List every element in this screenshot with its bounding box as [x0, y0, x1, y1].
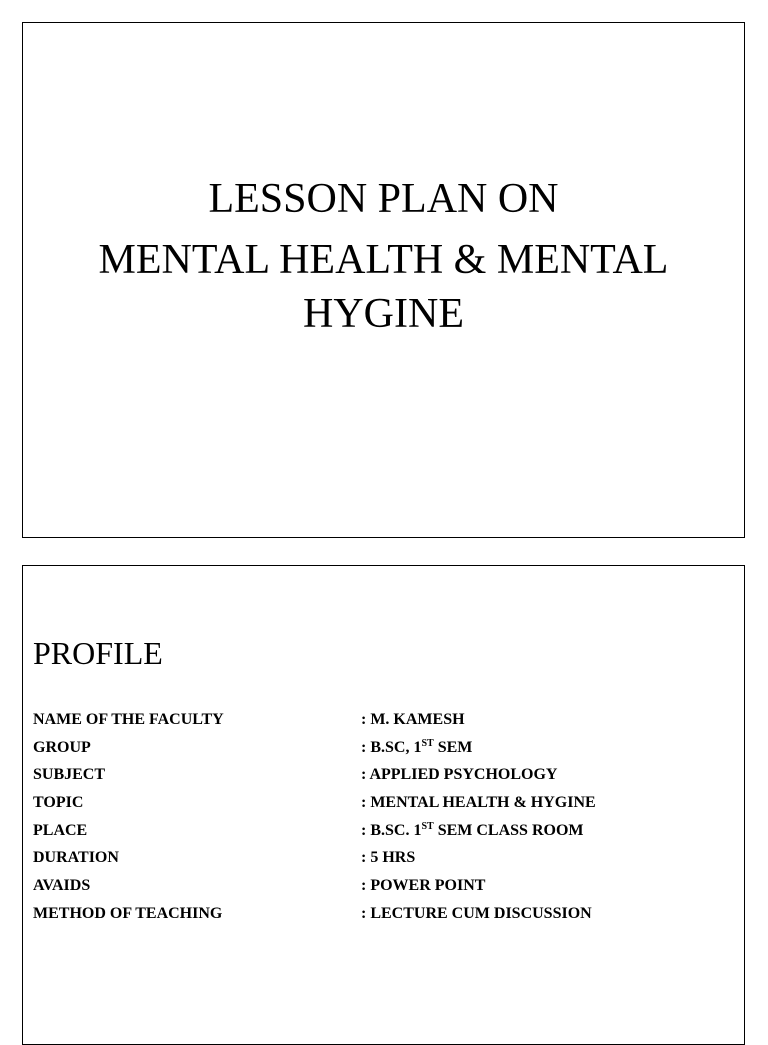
profile-key: METHOD OF TEACHING: [33, 904, 223, 922]
profile-value: : B.SC. 1ST SEM CLASS ROOM: [361, 820, 584, 839]
title-line-2: MENTAL HEALTH & MENTAL: [98, 237, 669, 283]
profile-key: AVAIDS: [33, 877, 91, 895]
profile-value: : B.SC, 1ST SEM: [361, 737, 473, 756]
profile-value: : MENTAL HEALTH & HYGINE: [361, 794, 596, 812]
title-line-1: LESSON PLAN ON: [208, 176, 559, 222]
profile-value: : LECTURE CUM DISCUSSION: [361, 904, 592, 922]
profile-key: TOPIC: [33, 794, 84, 812]
profile-row-avaids: [33, 878, 733, 906]
profile-row-topic: [33, 795, 733, 823]
profile-table: [33, 712, 733, 934]
profile-value: : M. KAMESH: [361, 711, 465, 728]
profile-slide: [22, 565, 745, 1045]
lesson-title: [23, 178, 744, 335]
title-line-3: HYGINE: [303, 291, 464, 337]
profile-row-duration: [33, 850, 733, 878]
profile-row-method: [33, 906, 733, 934]
profile-key: NAME OF THE FACULTY: [33, 711, 224, 728]
profile-value: : 5 HRS: [361, 849, 416, 867]
profile-key: GROUP: [33, 738, 91, 756]
profile-row-subject: [33, 767, 733, 795]
profile-row-group: [33, 737, 733, 768]
title-slide: [22, 22, 745, 538]
profile-row-faculty: [33, 712, 733, 740]
profile-value: : APPLIED PSYCHOLOGY: [361, 766, 558, 784]
profile-row-place: [33, 820, 733, 851]
profile-key: DURATION: [33, 849, 119, 867]
profile-value: : POWER POINT: [361, 877, 486, 895]
profile-heading: PROFILE: [33, 635, 163, 671]
profile-key: PLACE: [33, 821, 88, 839]
profile-key: SUBJECT: [33, 766, 106, 784]
